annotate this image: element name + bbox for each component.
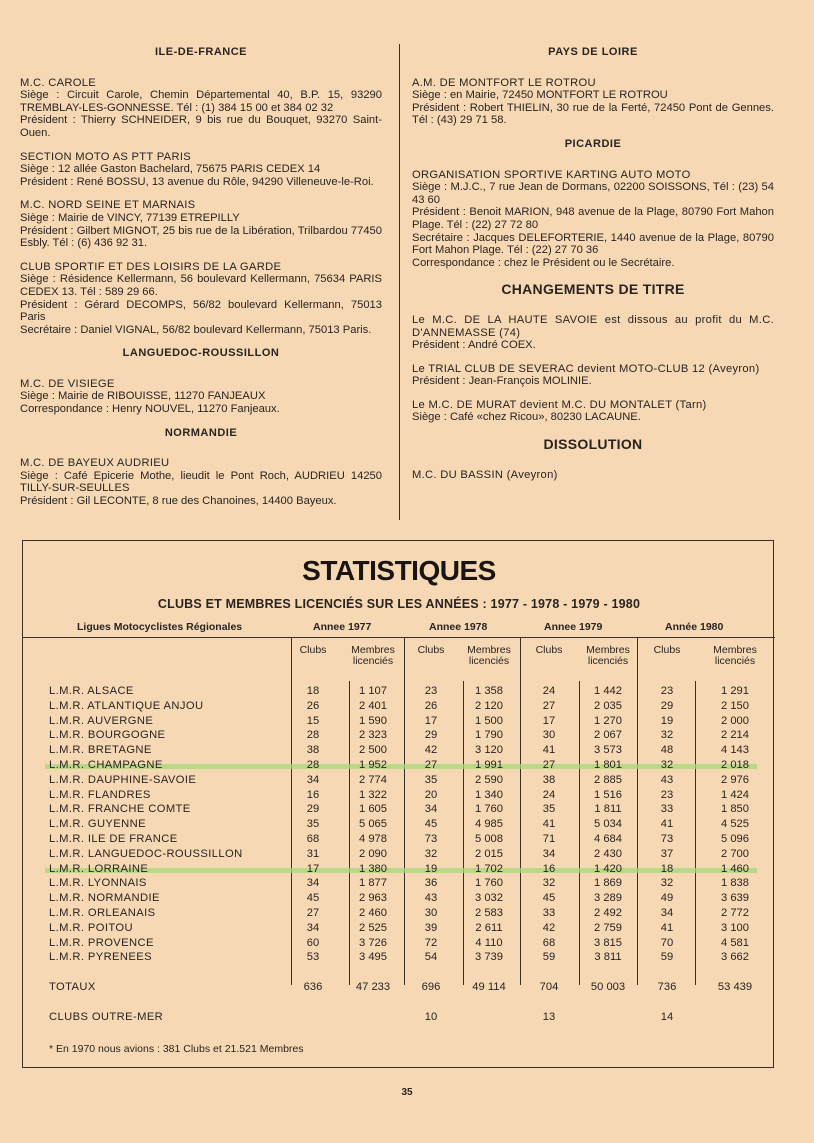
table-row [23, 951, 775, 966]
clubs-count: 29 [424, 729, 438, 742]
members-count: 2 214 [721, 729, 749, 742]
club-entry [20, 151, 382, 189]
members-count: 2 035 [594, 699, 622, 712]
club-detail: Siège : M.J.C., 7 rue Jean de Dormans, 02200 SOISSONS, Tél : (23) 54 43 60 [412, 181, 774, 206]
clubs-count: 26 [424, 699, 438, 712]
members-count: 1 760 [475, 803, 503, 816]
members-count: 1 424 [721, 788, 749, 801]
section-heading: PICARDIE [564, 137, 622, 150]
clubs-count: 41 [660, 818, 674, 831]
membres-subheader [459, 645, 519, 667]
clubs-count: 45 [306, 892, 320, 905]
members-count: 4 985 [475, 818, 503, 831]
club-detail: Siège : Mairie de VINCY, 77139 ETREPILLY [20, 211, 240, 224]
clubs-count: 20 [424, 788, 438, 801]
clubs-count: 696 [421, 981, 441, 993]
ligue-name: L.M.R. ATLANTIQUE ANJOU [49, 699, 204, 712]
members-count: 1 760 [475, 877, 503, 890]
ligue-name: TOTAUX [49, 981, 96, 993]
table-row [23, 744, 775, 759]
table-row [23, 729, 775, 744]
page-number: 35 [401, 1087, 413, 1098]
club-detail: Président : André COEX. [412, 339, 536, 352]
club-detail: Correspondance : Henry NOUVEL, 11270 Fanjeaux. [20, 403, 280, 416]
table-row [23, 774, 775, 789]
members-count: 2 067 [594, 729, 622, 742]
table-row [23, 789, 775, 804]
table-row [23, 700, 775, 715]
clubs-label: Clubs [299, 644, 327, 656]
clubs-count: 16 [542, 862, 556, 875]
club-entry [412, 363, 774, 388]
members-count: 1 811 [594, 803, 622, 816]
club-detail: Président : Gilbert MIGNOT, 25 bis rue de la Libération, Trilbardou 77450 Esbly. Tél : (6) 436 92 31. [20, 224, 382, 250]
members-count: 1 442 [594, 685, 622, 697]
clubs-count: 29 [660, 699, 674, 712]
members-count: 1 340 [475, 788, 503, 801]
members-count: 1 322 [359, 788, 387, 801]
club-entry [412, 469, 774, 482]
members-count: 4 143 [721, 744, 749, 757]
table-year-header [23, 619, 775, 638]
clubs-count: 68 [306, 833, 320, 845]
clubs-count: 24 [542, 788, 556, 801]
members-count: 1 500 [475, 714, 503, 727]
members-count: 3 726 [359, 936, 387, 949]
outre-mer-row [23, 1011, 775, 1026]
clubs-count: 42 [542, 921, 556, 934]
clubs-count: 23 [424, 685, 438, 697]
ligues-header: Ligues Motocyclistes Régionales [77, 621, 243, 633]
club-detail: Président : Gil LECONTE, 8 rue des Chanoines, 14400 Bayeux. [20, 495, 337, 508]
members-count: 2 492 [594, 907, 622, 919]
members-count: 3 739 [475, 951, 503, 964]
statistics-table [22, 540, 774, 1068]
clubs-count: 19 [424, 862, 438, 875]
members-count: 1 605 [359, 803, 387, 816]
ligue-name: L.M.R. NORMANDIE [49, 892, 160, 905]
clubs-count: 41 [542, 744, 556, 757]
clubs-count: 34 [660, 907, 674, 919]
clubs-count: 10 [424, 1011, 438, 1023]
members-count: 2 401 [359, 699, 387, 712]
clubs-count: 18 [660, 862, 674, 875]
club-detail: Siège : Mairie de RIBOUISSE, 11270 FANJEAUX [20, 390, 266, 403]
members-count: 49 114 [472, 981, 506, 993]
clubs-count: 32 [660, 759, 674, 771]
clubs-count: 34 [306, 773, 320, 786]
ligue-name: L.M.R. LORRAINE [49, 862, 149, 875]
members-count: 3 815 [594, 936, 622, 949]
clubs-count: 27 [542, 699, 556, 712]
clubs-count: 54 [424, 951, 438, 964]
table-row [23, 877, 775, 892]
clubs-count: 43 [660, 773, 674, 786]
ligue-name: L.M.R. FRANCHE COMTE [49, 803, 191, 816]
clubs-count: 34 [424, 803, 438, 816]
members-count: 4 110 [475, 936, 503, 949]
membres-label: Membres [713, 644, 757, 656]
club-name: M.C. NORD SEINE ET MARNAIS [20, 199, 196, 212]
members-count: 2 583 [475, 907, 503, 919]
club-entry [412, 169, 774, 270]
members-count: 1 952 [359, 759, 387, 771]
clubs-count: 70 [660, 936, 674, 949]
clubs-count: 27 [542, 759, 556, 771]
members-count: 3 639 [721, 892, 749, 905]
members-count: 1 790 [475, 729, 503, 742]
clubs-count: 15 [306, 714, 320, 727]
members-count: 1 801 [594, 759, 622, 771]
members-count: 5 008 [475, 833, 503, 845]
clubs-count: 59 [542, 951, 556, 964]
clubs-count: 24 [542, 685, 556, 697]
clubs-count: 59 [660, 951, 674, 964]
clubs-label: Clubs [417, 644, 445, 656]
membres-label: Membres [467, 644, 511, 656]
clubs-count: 34 [306, 877, 320, 890]
clubs-count: 36 [424, 877, 438, 890]
clubs-count: 41 [660, 921, 674, 934]
clubs-count: 35 [542, 803, 556, 816]
clubs-count: 29 [306, 803, 320, 816]
table-row [23, 818, 775, 833]
table-row [23, 833, 775, 848]
members-count: 2 700 [721, 847, 749, 860]
table-row [23, 803, 775, 818]
members-count: 2 772 [721, 907, 749, 919]
club-name: ORGANISATION SPORTIVE KARTING AUTO MOTO [412, 168, 691, 181]
ligue-name: L.M.R. ORLEANAIS [49, 907, 156, 919]
members-count: 1 991 [475, 759, 503, 771]
clubs-count: 73 [660, 833, 674, 845]
clubs-label: Clubs [535, 644, 563, 656]
licencies-label: licenciés [352, 655, 394, 667]
clubs-count: 30 [542, 729, 556, 742]
members-count: 2 774 [359, 773, 387, 786]
club-detail: Secrétaire : Daniel VIGNAL, 56/82 boulevard Kellermann, 75013 Paris. [20, 323, 372, 336]
members-count: 4 525 [721, 818, 749, 831]
members-count: 4 978 [359, 833, 387, 845]
clubs-count: 17 [424, 714, 438, 727]
ligue-name: L.M.R. GUYENNE [49, 818, 146, 831]
club-detail: Siège : en Mairie, 72450 MONTFORT LE ROTROU [412, 89, 668, 102]
club-name: Le M.C. DE LA HAUTE SAVOIE est dissous au profit du M.C. D'ANNEMASSE (74) [412, 313, 774, 339]
clubs-count: 16 [306, 788, 320, 801]
clubs-count: 33 [660, 803, 674, 816]
members-count: 1 270 [594, 714, 622, 727]
ligue-name: L.M.R. DAUPHINE-SAVOIE [49, 773, 197, 786]
clubs-count: 13 [542, 1011, 556, 1023]
clubs-count: 42 [424, 744, 438, 757]
clubs-count: 14 [660, 1011, 674, 1023]
ligue-name: L.M.R. BRETAGNE [49, 744, 152, 757]
year-header: Annee 1977 [313, 621, 372, 633]
club-detail: Siège : Circuit Carole, Chemin Départemental 40, B.P. 15, 93290 TREMBLAY-LES-GONNESSE. Tél : (1) 384 15 00 et 384 02 32 [20, 89, 382, 114]
ligue-name: L.M.R. BOURGOGNE [49, 729, 166, 742]
club-entry [412, 399, 774, 424]
members-count: 1 869 [594, 877, 622, 890]
members-count: 1 358 [475, 685, 503, 697]
members-count: 3 495 [359, 951, 387, 964]
members-count: 1 590 [359, 714, 387, 727]
clubs-count: 38 [306, 744, 320, 757]
clubs-count: 41 [542, 818, 556, 831]
members-count: 3 573 [594, 744, 622, 757]
ligue-name: CLUBS OUTRE-MER [49, 1011, 164, 1023]
members-count: 1 838 [721, 877, 749, 890]
section-heading: PAYS DE LOIRE [548, 46, 638, 58]
members-count: 2 525 [359, 921, 387, 934]
club-detail: Correspondance : chez le Président ou le Secrétaire. [412, 256, 675, 269]
year-header: Annee 1979 [544, 621, 603, 633]
club-entry [20, 77, 382, 140]
totals-row [23, 981, 775, 996]
membres-label: Membres [351, 644, 395, 656]
club-detail: Siège : 12 allée Gaston Bachelard, 75675 PARIS CEDEX 14 [20, 163, 321, 176]
club-detail: Président : Jean-François MOLINIE. [412, 375, 592, 388]
licencies-label: licenciés [714, 655, 756, 667]
clubs-count: 39 [424, 921, 438, 934]
section-heading: LANGUEDOC-ROUSSILLON [122, 347, 280, 360]
members-count: 2 976 [721, 773, 749, 786]
clubs-count: 32 [424, 847, 438, 860]
members-count: 2 015 [475, 847, 503, 860]
members-count: 3 289 [594, 892, 622, 905]
ligue-name: L.M.R. ALSACE [49, 685, 134, 697]
members-count: 3 120 [475, 744, 503, 757]
club-detail: Siège : Résidence Kellermann, 56 boulevard Kellermann, 75634 PARIS CEDEX 13. Tél : 589 29 66. [20, 273, 382, 298]
members-count: 2 150 [721, 699, 749, 712]
club-detail: Siège : Café «chez Ricou», 80230 LACAUNE. [412, 411, 641, 424]
members-count: 1 877 [359, 877, 387, 890]
clubs-count: 17 [306, 862, 320, 875]
club-detail: Président : Benoit MARION, 948 avenue de la Plage, 80790 Fort Mahon Plage. Tél : (22) 27 72 80 [412, 206, 774, 231]
clubs-count: 32 [660, 729, 674, 742]
members-count: 3 100 [721, 921, 749, 934]
clubs-count: 71 [542, 833, 556, 845]
clubs-count: 45 [424, 818, 438, 831]
membres-subheader [578, 645, 638, 667]
clubs-count: 31 [306, 847, 320, 860]
members-count: 2 120 [475, 699, 503, 712]
clubs-count: 27 [306, 907, 320, 919]
ligue-name: L.M.R. LYONNAIS [49, 877, 147, 890]
clubs-count: 736 [657, 981, 677, 993]
club-name: M.C. DE BAYEUX AUDRIEU [20, 457, 170, 470]
stats-subtitle: CLUBS ET MEMBRES LICENCIÉS SUR LES ANNÉES : 1977 - 1978 - 1979 - 1980 [157, 597, 641, 611]
members-count: 1 460 [721, 862, 749, 875]
clubs-count: 32 [660, 877, 674, 890]
club-name: Le M.C. DE MURAT devient M.C. DU MONTALET (Tarn) [412, 398, 707, 411]
club-name: M.C. CAROLE [20, 76, 97, 89]
left-column [20, 40, 382, 519]
club-detail: Président : Gérard DECOMPS, 56/82 boulevard Kellermann, 75013 Paris [20, 298, 382, 324]
section-heading: NORMANDIE [164, 426, 238, 439]
ligue-name: L.M.R. FLANDRES [49, 788, 151, 801]
members-count: 2 500 [359, 744, 387, 757]
clubs-count: 26 [306, 699, 320, 712]
members-count: 1 291 [721, 685, 749, 697]
clubs-count: 38 [542, 773, 556, 786]
membres-label: Membres [586, 644, 630, 656]
club-entry [20, 261, 382, 337]
clubs-count: 34 [306, 921, 320, 934]
clubs-count: 17 [542, 714, 556, 727]
section-heading: ILE-DE-FRANCE [154, 46, 248, 58]
clubs-count: 23 [660, 685, 674, 697]
ligue-name: L.M.R. ILE DE FRANCE [49, 833, 178, 845]
table-row [23, 848, 775, 863]
table-row [23, 863, 775, 878]
clubs-count: 28 [306, 759, 320, 771]
table-row [23, 685, 775, 700]
members-count: 5 034 [594, 818, 622, 831]
table-row [23, 892, 775, 907]
club-name: CLUB SPORTIF ET DES LOISIRS DE LA GARDE [20, 260, 282, 273]
members-count: 2 000 [721, 714, 749, 727]
club-name: A.M. DE MONTFORT LE ROTROU [412, 76, 596, 89]
club-detail: Secrétaire : Jacques DELEFORTERIE, 1440 avenue de la Plage, 80790 Fort Mahon Plage. Tél : (22) 27 70 36 [412, 231, 774, 257]
clubs-count: 33 [542, 907, 556, 919]
clubs-subheader [401, 645, 461, 656]
club-detail: Président : Thierry SCHNEIDER, 9 bis rue du Bouquet, 93270 Saint-Ouen. [20, 114, 382, 139]
membres-subheader [343, 645, 403, 667]
members-count: 1 107 [359, 685, 387, 697]
members-count: 2 590 [475, 773, 503, 786]
members-count: 3 032 [475, 892, 503, 905]
table-row [23, 922, 775, 937]
clubs-label: Clubs [653, 644, 681, 656]
clubs-subheader [519, 645, 579, 656]
clubs-count: 18 [306, 685, 320, 697]
members-count: 4 684 [594, 833, 622, 845]
members-count: 1 380 [359, 862, 387, 875]
members-count: 2 323 [359, 729, 387, 742]
clubs-count: 636 [303, 981, 323, 993]
members-count: 2 460 [359, 907, 387, 919]
clubs-count: 43 [424, 892, 438, 905]
club-entry [20, 457, 382, 507]
table-row [23, 937, 775, 952]
clubs-count: 48 [660, 744, 674, 757]
members-count: 2 018 [721, 759, 749, 771]
club-name: SECTION MOTO AS PTT PARIS [20, 150, 191, 163]
clubs-count: 60 [306, 936, 320, 949]
clubs-count: 35 [306, 818, 320, 831]
clubs-count: 68 [542, 936, 556, 949]
members-count: 2 963 [359, 892, 387, 905]
club-name: Le TRIAL CLUB DE SEVERAC devient MOTO-CLUB 12 (Aveyron) [412, 362, 760, 375]
table-row [23, 907, 775, 922]
clubs-count: 704 [539, 981, 559, 993]
clubs-count: 28 [306, 729, 320, 742]
stats-title: STATISTIQUES [302, 555, 496, 586]
members-count: 53 439 [717, 981, 753, 993]
ligue-name: L.M.R. PYRENEES [49, 951, 152, 964]
club-entry [412, 77, 774, 127]
members-count: 47 233 [355, 981, 391, 993]
ligue-name: L.M.R. AUVERGNE [49, 714, 154, 727]
clubs-count: 27 [424, 759, 438, 771]
club-detail: Siège : Café Epicerie Mothe, lieudit le Pont Roch, AUDRIEU 14250 TILLY-SUR-SEULLES [20, 469, 382, 495]
clubs-count: 72 [424, 936, 438, 949]
club-entry [412, 314, 774, 352]
clubs-count: 30 [424, 907, 438, 919]
club-detail: Président : Robert THIELIN, 30 rue de la Ferté, 72450 Pont de Gennes. Tél : (43) 29 71 58. [412, 101, 774, 127]
membres-subheader [705, 645, 765, 667]
club-detail: Président : René BOSSU, 13 avenue du Rôle, 94290 Villeneuve-le-Roi. [20, 175, 374, 188]
clubs-count: 23 [660, 788, 674, 801]
section-title: DISSOLUTION [543, 436, 643, 453]
clubs-subheader [283, 645, 343, 656]
ligue-name: L.M.R. CHAMPAGNE [49, 759, 163, 771]
ligue-name: L.M.R. POITOU [49, 921, 133, 934]
members-count: 5 065 [359, 818, 387, 831]
clubs-count: 73 [424, 833, 438, 845]
members-count: 2 090 [359, 847, 387, 860]
members-count: 2 611 [475, 921, 503, 934]
club-entry [20, 199, 382, 249]
members-count: 1 850 [721, 803, 749, 816]
members-count: 3 662 [721, 951, 749, 964]
club-name: M.C. DE VISIEGE [20, 377, 115, 390]
right-column [412, 40, 774, 492]
clubs-count: 35 [424, 773, 438, 786]
members-count: 2 759 [594, 921, 622, 934]
ligue-name: L.M.R. LANGUEDOC-ROUSSILLON [49, 847, 243, 860]
members-count: 2 430 [594, 847, 622, 860]
clubs-count: 19 [660, 714, 674, 727]
table-row [23, 759, 775, 774]
clubs-count: 37 [660, 847, 674, 860]
members-count: 5 096 [721, 833, 749, 845]
members-count: 3 811 [594, 951, 622, 964]
clubs-count: 32 [542, 877, 556, 890]
members-count: 4 581 [721, 936, 749, 949]
ligue-name: L.M.R. PROVENCE [49, 936, 154, 949]
clubs-subheader [637, 645, 697, 656]
year-header: Annee 1978 [429, 621, 488, 633]
members-count: 2 885 [594, 773, 622, 786]
clubs-count: 34 [542, 847, 556, 860]
licencies-label: licenciés [468, 655, 510, 667]
club-entry [20, 378, 382, 416]
table-row [23, 715, 775, 730]
members-count: 1 516 [594, 788, 622, 801]
club-name: M.C. DU BASSIN (Aveyron) [412, 468, 558, 481]
clubs-count: 45 [542, 892, 556, 905]
members-count: 1 702 [475, 862, 503, 875]
footnote: * En 1970 nous avions : 381 Clubs et 21.521 Membres [49, 1043, 304, 1055]
section-title: CHANGEMENTS DE TITRE [501, 281, 685, 298]
year-header: Année 1980 [665, 621, 724, 633]
licencies-label: licenciés [587, 655, 629, 667]
clubs-count: 49 [660, 892, 674, 905]
column-divider [399, 44, 400, 520]
members-count: 1 420 [594, 862, 622, 875]
members-count: 50 003 [590, 981, 626, 993]
clubs-count: 53 [306, 951, 320, 964]
